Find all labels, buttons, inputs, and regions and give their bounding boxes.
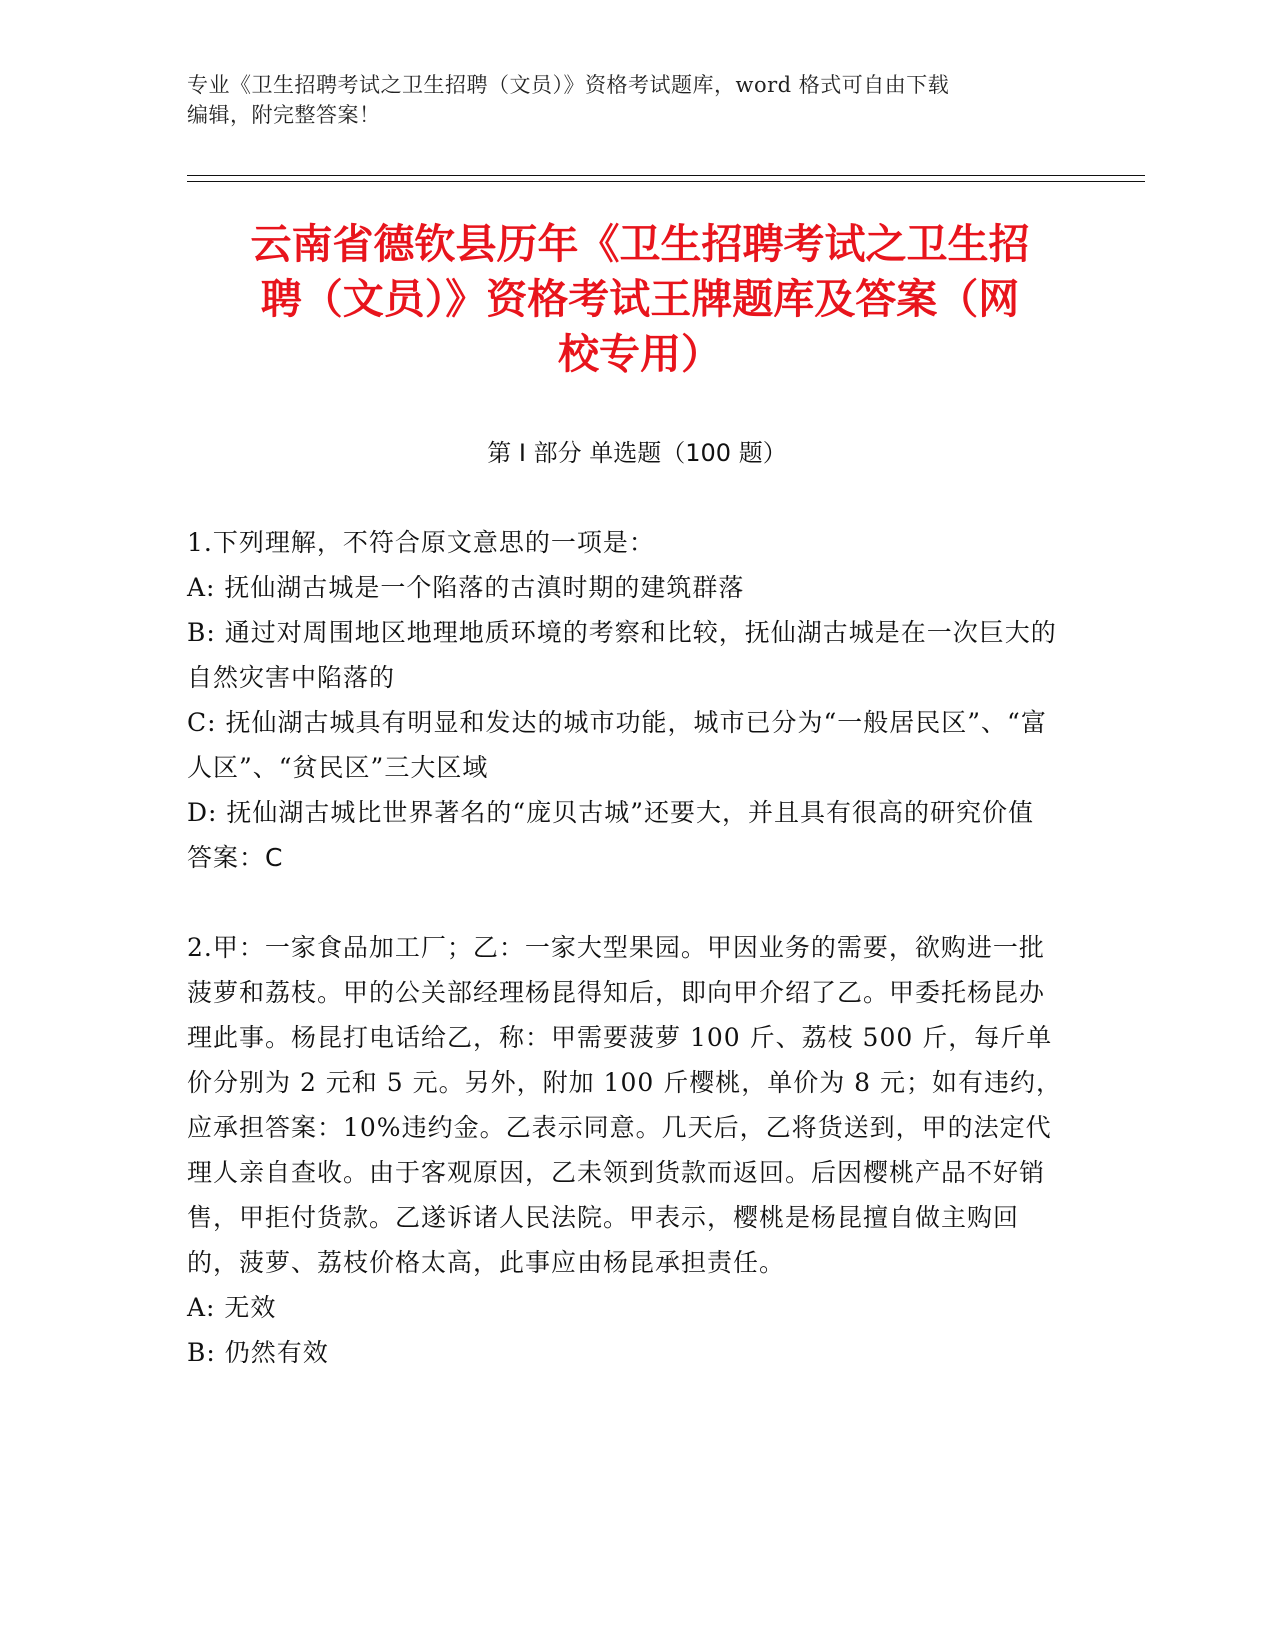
- document-title-line-2: 聘（文员）》资格考试王牌题库及答案（网: [260, 275, 1020, 323]
- question-spacer: [187, 880, 1067, 925]
- header-note-line-1: 专业《卫生招聘考试之卫生招聘（文员）》资格考试题库，word 格式可自由下载: [187, 73, 950, 97]
- question-1: [187, 520, 1067, 880]
- answer-line: 答案：C: [187, 843, 284, 872]
- question-stem: 2.甲：一家食品加工厂；乙：一家大型果园。甲因业务的需要，欲购进一批菠萝和荔枝。甲的公关部经理杨昆得知后，即向甲介绍了乙。甲委托杨昆办理此事。杨昆打电话给乙，称：甲需要菠萝 100 斤、荔枝 500 斤，每斤单价分别为 2 元和 5 元。另外，附加 100 斤樱桃，单价为 8 元；如有违约，应承担答案：10%违约金。乙表示同意。几天后，乙将货送到，甲的法定代理人亲自查收。由于客观原因，乙未领到货款而返回。后因樱桃产品不好销售，甲拒付货款。乙遂诉诸人民法院。甲表示，樱桃是杨昆擅自做主购回的，菠萝、荔枝价格太高，此事应由杨昆承担责任。: [187, 933, 1063, 1277]
- option-b: B: 通过对周围地区地理地质环境的考察和比较，抚仙湖古城是在一次巨大的自然灾害中陷落的: [187, 618, 1057, 692]
- header-note: [187, 70, 1087, 130]
- document-title: [190, 217, 1090, 382]
- header-divider-thick: [187, 175, 1145, 176]
- document-title-line-3: 校专用）: [558, 330, 722, 378]
- option-a: A: 无效: [187, 1293, 277, 1322]
- option-b: B: 仍然有效: [187, 1338, 329, 1367]
- section-heading: 第 I 部分 单选题（100 题）: [487, 439, 787, 467]
- question-2: [187, 925, 1067, 1375]
- header-divider-thin: [187, 181, 1145, 182]
- question-list: [187, 520, 1067, 1375]
- option-d: D: 抚仙湖古城比世界著名的“庞贝古城”还要大，并且具有很高的研究价值: [187, 798, 1034, 827]
- option-c: C: 抚仙湖古城具有明显和发达的城市功能，城市已分为“一般居民区”、“富人区”、“贫民区”三大区域: [187, 708, 1047, 782]
- document-title-line-1: 云南省德钦县历年《卫生招聘考试之卫生招: [250, 220, 1030, 268]
- header-note-line-2: 编辑，附完整答案！: [187, 103, 381, 127]
- question-stem: 1.下列理解，不符合原文意思的一项是：: [187, 528, 655, 557]
- option-a: A: 抚仙湖古城是一个陷落的古滇时期的建筑群落: [187, 573, 745, 602]
